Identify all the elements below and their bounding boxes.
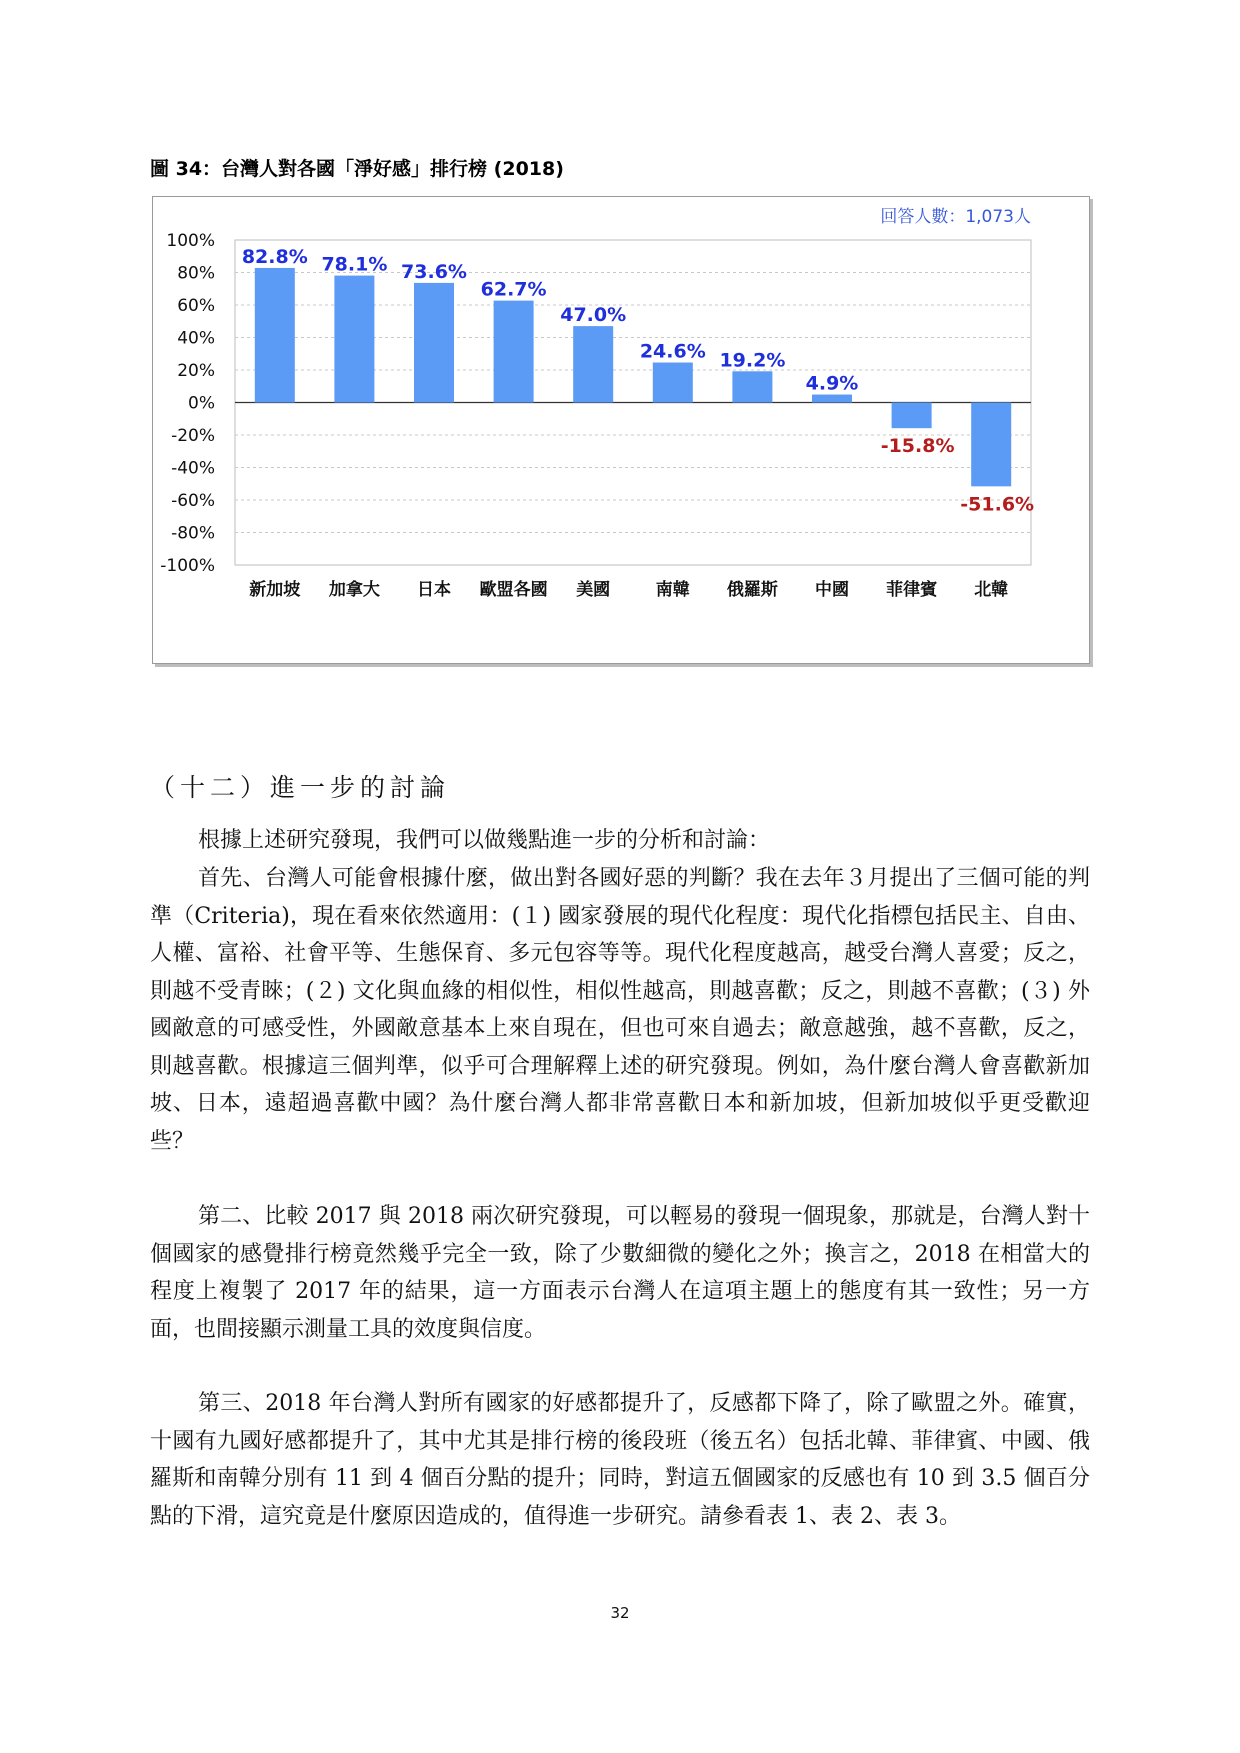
y-tick-label: 0% bbox=[188, 393, 215, 414]
value-label-5: 24.6% bbox=[639, 340, 706, 363]
bar-6 bbox=[732, 371, 772, 402]
value-label-2: 73.6% bbox=[401, 260, 467, 283]
y-tick-label: 60% bbox=[177, 296, 215, 316]
y-tick-label: -20% bbox=[171, 426, 215, 446]
category-label-1: 加拿大 bbox=[328, 580, 380, 600]
value-label-7: 4.9% bbox=[805, 372, 859, 395]
y-tick-label: 20% bbox=[177, 361, 215, 381]
y-tick-label: -60% bbox=[171, 491, 215, 511]
category-label-4: 美國 bbox=[576, 580, 611, 600]
value-label-4: 47.0% bbox=[560, 304, 627, 327]
value-label-0: 82.8% bbox=[241, 245, 308, 268]
paragraph-intro: 根據上述研究發現，我們可以做幾點進一步的分析和討論： bbox=[198, 828, 771, 853]
category-label-2: 日本 bbox=[417, 580, 451, 600]
section-heading: （十二）進一步的討論 bbox=[150, 773, 451, 802]
value-label-3: 62.7% bbox=[480, 278, 547, 301]
y-tick-label: 100% bbox=[166, 231, 215, 251]
bar-8 bbox=[892, 403, 932, 429]
bar-1 bbox=[334, 276, 374, 403]
y-tick-label: 40% bbox=[177, 328, 215, 349]
respondent-count-annotation: 回答人數：1,073人 bbox=[880, 207, 1031, 227]
value-label-6: 19.2% bbox=[719, 349, 786, 372]
paragraph-third: 第三、2018 年台灣人對所有國家的好感都提升了，反感都下降了，除了歐盟之外。確實，十國有九國好感都提升了，其中尤其是排行榜的後段班（後五名）包括北韓、菲律賓、中國、俄羅斯和南韓分別有 11 到 4 個百分點的提升；同時，對這五個國家的反感也有 10 到 3.5 個百分點的下滑，這究竟是什麼原因造成的，值得進一步研究。請參看表 1、表 2、表 3。 bbox=[150, 1391, 1090, 1529]
paragraph-second: 第二、比較 2017 與 2018 兩次研究發現，可以輕易的發現一個現象，那就是，台灣人對十個國家的感覺排行榜竟然幾乎完全一致，除了少數細微的變化之外；換言之，2018 在相當大的程度上複製了 2017 年的結果，這一方面表示台灣人在這項主題上的態度有其一致性；另一方面，也間接顯示測量工具的效度與信度。 bbox=[150, 1204, 1091, 1342]
y-tick-label: -100% bbox=[160, 556, 215, 576]
bar-2 bbox=[414, 283, 454, 403]
bar-4 bbox=[573, 326, 613, 402]
bar-7 bbox=[812, 395, 852, 403]
value-label-1: 78.1% bbox=[321, 253, 388, 276]
value-label-8: -15.8% bbox=[880, 435, 955, 458]
page-number: 32 bbox=[610, 1604, 630, 1622]
category-label-7: 中國 bbox=[815, 580, 849, 600]
category-label-5: 南韓 bbox=[655, 580, 690, 600]
category-label-8: 菲律賓 bbox=[886, 580, 938, 600]
category-label-9: 北韓 bbox=[974, 580, 1009, 600]
figure-title: 圖 34：台灣人對各國「淨好感」排行榜 (2018) bbox=[150, 158, 564, 180]
bar-3 bbox=[494, 301, 534, 403]
bar-9 bbox=[971, 403, 1011, 487]
y-tick-label: 80% bbox=[177, 263, 215, 284]
bar-0 bbox=[255, 268, 295, 403]
bar-chart bbox=[153, 197, 1089, 663]
paragraph-first: 首先、台灣人可能會根據什麼，做出對各國好惡的判斷？我在去年３月提出了三個可能的判準（Criteria)，現在看來依然適用：(１) 國家發展的現代化程度：現代化指標包括民主、自由、人權、富裕、社會平等、生態保育、多元包容等等。現代化程度越高，越受台灣人喜愛；反之，則越不受青睞；(２) 文化與血緣的相似性，相似性越高，則越喜歡；反之，則越不喜歡；(３) 外國敵意的可感受性，外國敵意基本上來自現在，但也可來自過去；敵意越強，越不喜歡，反之，則越喜歡。根據這三個判準，似乎可合理解釋上述的研究發現。例如，為什麼台灣人會喜歡新加坡、日本，遠超過喜歡中國？為什麼台灣人都非常喜歡日本和新加坡，但新加坡似乎更受歡迎些？ bbox=[150, 866, 1090, 1154]
category-label-6: 俄羅斯 bbox=[726, 580, 778, 600]
category-label-0: 新加坡 bbox=[249, 580, 301, 600]
category-label-3: 歐盟各國 bbox=[479, 580, 548, 600]
y-tick-label: -80% bbox=[171, 523, 215, 544]
value-label-9: -51.6% bbox=[960, 493, 1035, 516]
y-tick-label: -40% bbox=[171, 458, 215, 479]
chart-frame bbox=[152, 196, 1090, 664]
bar-5 bbox=[653, 363, 693, 403]
